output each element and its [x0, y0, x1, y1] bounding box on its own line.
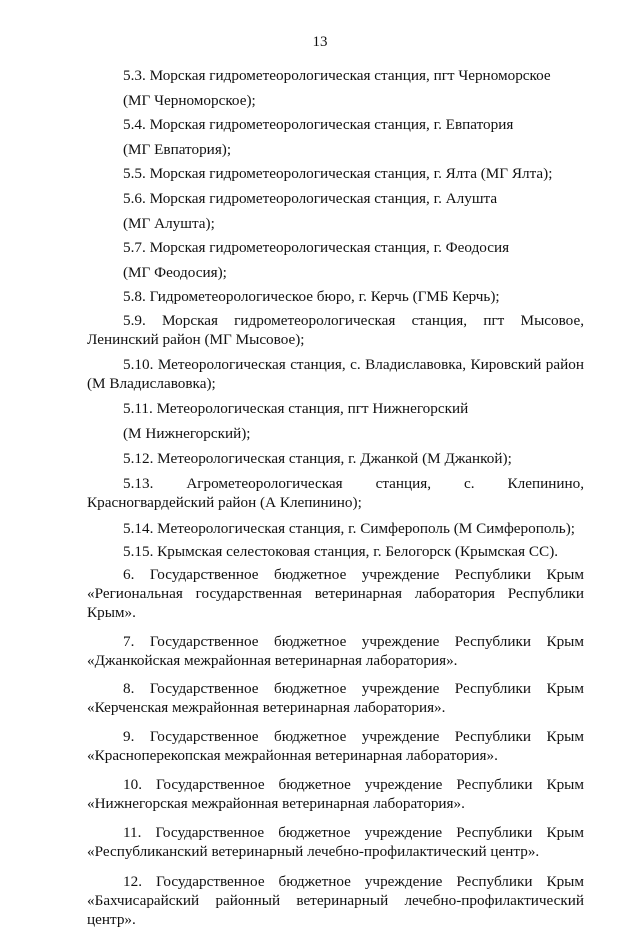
item-text: (М Нижнегорский); [123, 425, 251, 442]
item-text: 5.14. Метеорологическая станция, г. Симферополь (М Симферополь); [123, 520, 576, 537]
list-item-9 [87, 727, 584, 765]
list-item-11 [87, 823, 584, 861]
item-text: 10. Государственное бюджетное учреждение Республики Крым «Нижнегорская межрайонная ветеринарная лаборатория». [87, 776, 584, 812]
list-item-5-11 [87, 399, 584, 418]
list-item-5-10 [87, 355, 584, 393]
list-item-5-12 [87, 449, 584, 468]
item-text: (МГ Черноморское); [123, 92, 256, 109]
item-text: (МГ Евпатория); [123, 141, 232, 158]
list-item-5-6 [87, 189, 584, 208]
list-item-5-15 [87, 542, 584, 561]
list-item-5-3 [87, 66, 584, 85]
item-text: 5.9. Морская гидрометеорологическая станция, пгт Мысовое, Ленинский район (МГ Мысовое); [87, 312, 584, 348]
item-text: 5.5. Морская гидрометеорологическая станция, г. Ялта (МГ Ялта); [123, 165, 553, 182]
list-item-7 [87, 632, 584, 670]
item-text: 5.8. Гидрометеорологическое бюро, г. Керчь (ГМБ Керчь); [123, 288, 500, 305]
list-item-5-7 [87, 238, 584, 257]
item-text: 6. Государственное бюджетное учреждение Республики Крым «Региональная государственная ветеринарная лаборатория Республики Крым». [87, 566, 584, 621]
item-text: 5.7. Морская гидрометеорологическая станция, г. Феодосия [123, 239, 510, 256]
item-text: 5.15. Крымская селестоковая станция, г. Белогорск (Крымская СС). [123, 543, 559, 560]
document-body [87, 66, 584, 929]
list-item-5-9 [87, 311, 584, 349]
item-text: 12. Государственное бюджетное учреждение Республики Крым «Бахчисарайский районный ветеринарный лечебно-профилактический центр». [87, 873, 584, 928]
item-text: 5.13. Агрометеорологическая станция, с. Клепинино, Красногвардейский район (А Клепинино); [87, 475, 584, 511]
item-text: 5.12. Метеорологическая станция, г. Джанкой (М Джанкой); [123, 450, 512, 467]
item-text: 11. Государственное бюджетное учреждение Республики Крым «Республиканский ветеринарный лечебно-профилактический центр». [87, 824, 584, 860]
list-item-5-6-continuation [87, 214, 584, 233]
list-item-5-11-continuation [87, 424, 584, 443]
item-text: 5.4. Морская гидрометеорологическая станция, г. Евпатория [123, 116, 514, 133]
list-item-5-7-continuation [87, 263, 584, 282]
list-item-8 [87, 679, 584, 717]
item-text: 8. Государственное бюджетное учреждение Республики Крым «Керченская межрайонная ветеринарная лаборатория». [87, 680, 584, 716]
item-text: 5.6. Морская гидрометеорологическая станция, г. Алушта [123, 190, 498, 207]
item-text: 5.11. Метеорологическая станция, пгт Нижнегорский [123, 400, 469, 417]
list-item-5-13 [87, 474, 584, 512]
list-item-5-4 [87, 115, 584, 134]
list-item-5-5 [87, 164, 584, 183]
list-item-5-14 [87, 519, 584, 538]
list-item-5-4-continuation [87, 140, 584, 159]
item-text: (МГ Феодосия); [123, 264, 227, 281]
list-item-6 [87, 565, 584, 622]
list-item-12 [87, 872, 584, 929]
item-text: 9. Государственное бюджетное учреждение Республики Крым «Красноперекопская межрайонная ветеринарная лаборатория». [87, 728, 584, 764]
page-number: 13 [312, 34, 328, 50]
item-text: 5.3. Морская гидрометеорологическая станция, пгт Черноморское [123, 67, 551, 84]
item-text: 7. Государственное бюджетное учреждение Республики Крым «Джанкойская межрайонная ветеринарная лаборатория». [87, 633, 584, 669]
list-item-5-8 [87, 287, 584, 306]
item-text: (МГ Алушта); [123, 215, 215, 232]
list-item-5-3-continuation [87, 91, 584, 110]
item-text: 5.10. Метеорологическая станция, с. Владиславовка, Кировский район (М Владиславовка); [87, 356, 584, 392]
list-item-10 [87, 775, 584, 813]
